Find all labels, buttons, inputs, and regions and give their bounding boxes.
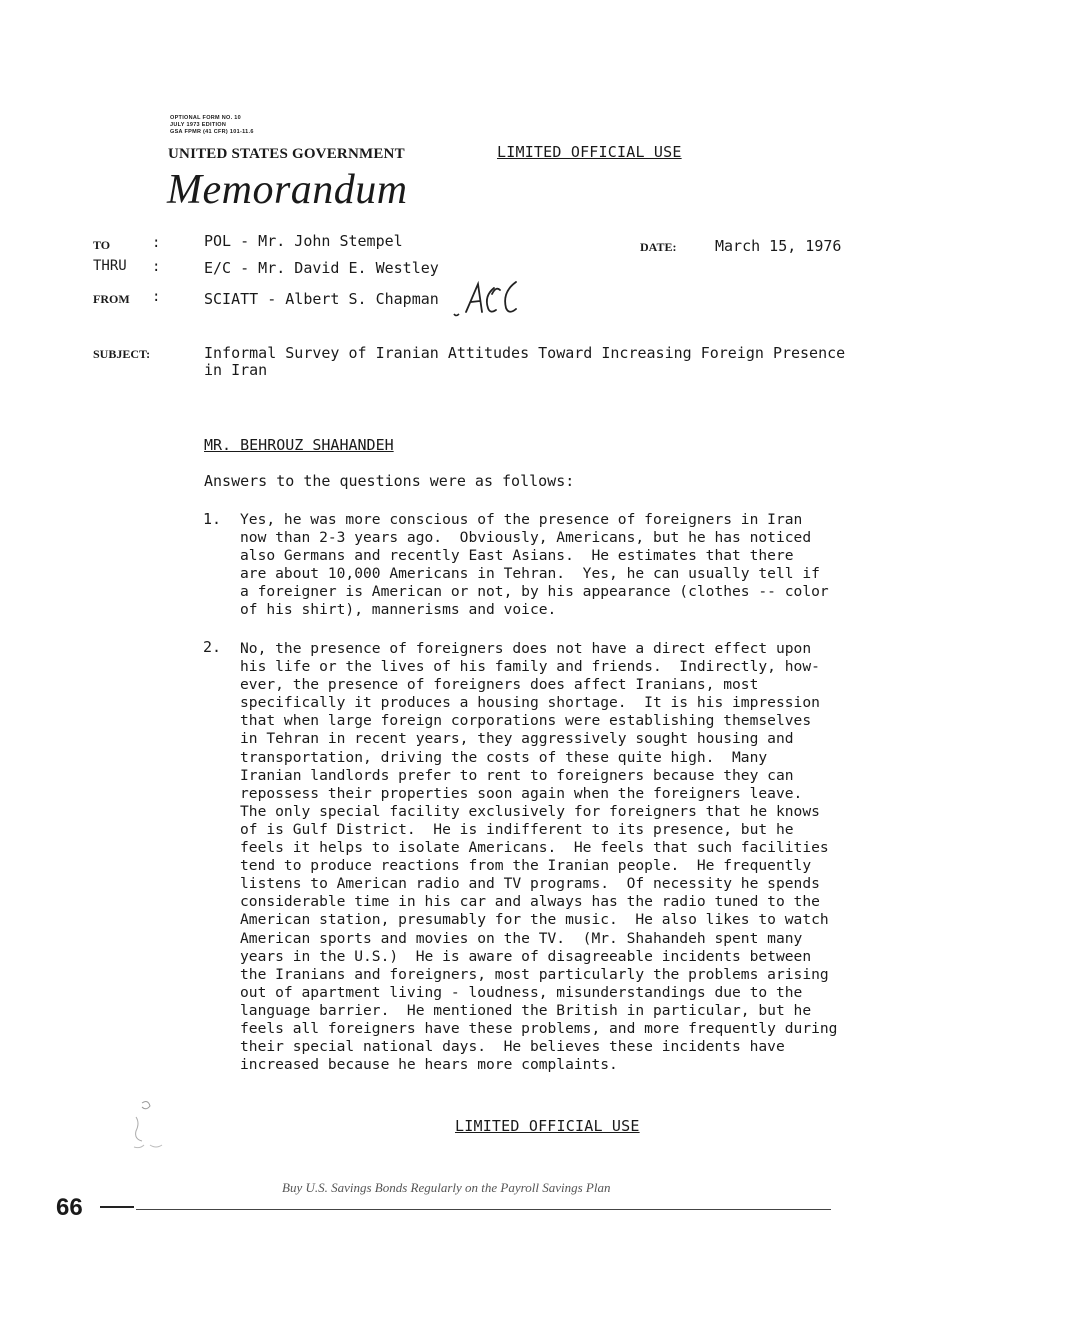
paragraph-line: that when large foreign corporations were establishing themselves [240,712,812,730]
paragraph-line: are about 10,000 Americans in Tehran. Yes, he can usually tell if [240,565,820,583]
margin-marks [120,1095,180,1165]
date-label: DATE: [640,240,677,254]
paragraph-line: The only special facility exclusively for foreigners that he knows [240,802,820,820]
paragraph-line: American station, presumably for the music. He also likes to watch [240,911,829,929]
from-label: FROM [93,292,130,306]
item-1-paragraph [240,511,829,620]
form-edition: JULY 1973 EDITION [170,122,227,128]
paragraph-line: language barrier. He mentioned the British in particular, but he [240,1001,812,1019]
classification-bottom: LIMITED OFFICIAL USE [455,1117,640,1135]
paragraph-line: his life or the lives of his family and friends. Indirectly, how- [240,658,820,676]
intro-line: Answers to the questions were as follows: [204,472,575,490]
paragraph-line: Yes, he was more conscious of the presence of foreigners in Iran [240,511,803,528]
classification-top: LIMITED OFFICIAL USE [497,143,682,161]
paragraph-line: considerable time in his car and always has the radio tuned to the [240,893,820,911]
subject-line-2: in Iran [204,361,268,379]
paragraph-line: now than 2-3 years ago. Obviously, Americans, but he has noticed [240,529,812,547]
to-colon: : [152,235,161,251]
form-number: OPTIONAL FORM NO. 10 [170,115,241,121]
paragraph-line: transportation, driving the costs of these quite high. Many [240,748,768,766]
handwritten-initials [448,270,528,325]
paragraph-line: of his shirt), mannerisms and voice. [240,601,557,619]
from-value: SCIATT - Albert S. Chapman [204,290,439,308]
paragraph-line: feels all foreigners have these problems, and more frequently during [240,1019,838,1037]
subject-line-1: Informal Survey of Iranian Attitudes Toward Increasing Foreign Presence [204,344,846,362]
paragraph-line: their special national days. He believes these incidents have [240,1038,785,1056]
page-number-dash [100,1206,134,1208]
paragraph-line: American sports and movies on the TV. (Mr. Shahandeh spent many [240,929,803,947]
margin-scribble-graphic [120,1095,180,1165]
paragraph-line: specifically it produces a housing shortage. It is his impression [240,694,820,712]
subject-label: SUBJECT: [93,347,151,361]
from-colon: : [152,289,161,305]
item-1-number: 1. [203,510,222,528]
footer-rule [136,1209,831,1210]
paragraph-line: tend to produce reactions from the Iranian people. He frequently [240,857,812,875]
thru-label: THRU [93,258,127,274]
paragraph-line: also Germans and recently East Asians. He estimates that there [240,547,794,565]
to-label: TO [93,238,111,252]
paragraph-line: out of apartment living - loudness, misunderstandings due to the [240,983,803,1001]
paragraph-line: the Iranians and foreigners, most particularly the problems arising [240,965,829,983]
paragraph-line: years in the U.S.) He is aware of disagreeable incidents between [240,947,812,965]
to-value: POL - Mr. John Stempel [204,232,403,250]
savings-bonds-slogan: Buy U.S. Savings Bonds Regularly on the Payroll Savings Plan [282,1180,611,1195]
paragraph-line: of is Gulf District. He is indifferent to its presence, but he [240,820,794,838]
date-value: March 15, 1976 [715,237,842,255]
paragraph-line: Iranian landlords prefer to rent to foreigners because they can [240,766,794,784]
handwritten-initials-signature [448,270,528,325]
page-number: 66 [56,1194,83,1221]
government-heading: UNITED STATES GOVERNMENT [168,146,405,162]
respondent-name: MR. BEHROUZ SHAHANDEH [204,436,394,454]
paragraph-line: ever, the presence of foreigners does affect Iranians, most [240,676,759,694]
item-2-number: 2. [203,638,222,656]
paragraph-line: increased because he hears more complaints. [240,1056,618,1074]
item-2-paragraph [240,640,837,1074]
memo-title: Memorandum [167,167,408,213]
paragraph-line: in Tehran in recent years, they aggressively sought housing and [240,730,794,748]
paragraph-line: repossess their properties soon again when the foreigners leave. [240,784,803,802]
paragraph-line: feels it helps to isolate Americans. He feels that such facilities [240,839,829,857]
form-regulation: GSA FPMR (41 CFR) 101-11.6 [170,129,254,135]
paragraph-line: No, the presence of foreigners does not have a direct effect upon [240,640,812,657]
paragraph-line: listens to American radio and TV programs. Of necessity he spends [240,875,820,893]
thru-value: E/C - Mr. David E. Westley [204,259,439,277]
thru-colon: : [152,259,161,275]
paragraph-line: a foreigner is American or not, by his appearance (clothes -- color [240,583,829,601]
